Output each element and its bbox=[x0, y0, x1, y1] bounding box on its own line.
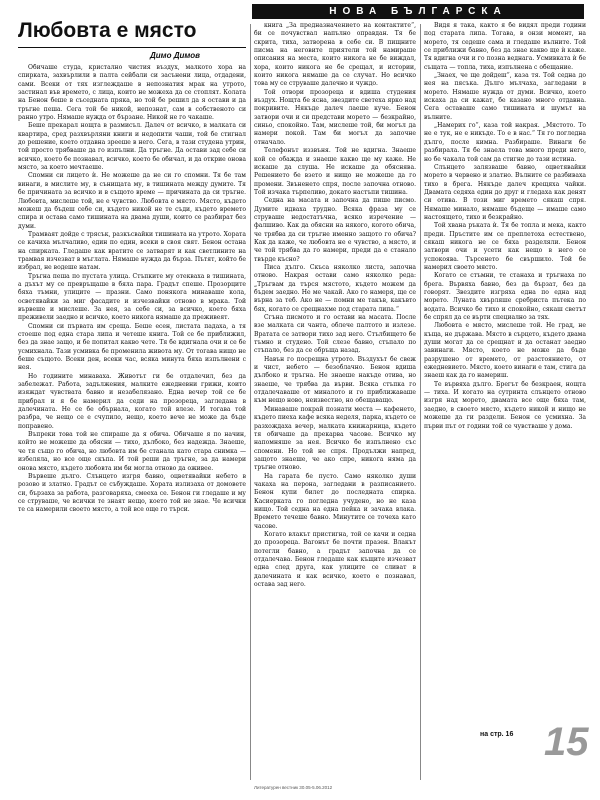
column-divider bbox=[250, 24, 251, 780]
footer-imprint: Литературен вестник 30.05-5.06.2012 bbox=[254, 785, 333, 790]
paragraph: Спомни си лицето ѝ. Не можеше да не си го спомни. Тя бе там винаги, в мислите му, в сънищата му, в тишината между думите. Тя бе причината за всичко и в същото време — причината да си тръгне. Любовта, мислеше той, не е чувство. Любовта е място. Място, където можеш да бъдеш себе си, където никой не те съди, където времето спира и остава само тишината на двама души, които се разбират без думи. bbox=[18, 172, 246, 230]
title-rule bbox=[18, 47, 246, 48]
article-title: Любовта е място bbox=[18, 19, 197, 42]
paragraph: Той отвори прозореца и вдиша студения въздух. Нощта бе ясна, звездите светеха ярко над покривите. Някъде далеч лаеше куче. Бенон затвори очи и си представи морето — безкрайно, синьо, спокойно. Там, мислеше той, би могъл да намери покой. Там би могъл да започне отначало. bbox=[254, 88, 416, 146]
article-column-1 bbox=[18, 64, 246, 776]
paragraph: Въпреки това той не спираше да я обича. Обичаше я по начин, който не можеше да обясни — тихо, дълбоко, без надежда. Знаеше, че тя също го обича, но любовта им бе станала като стара снимка — избеляла, но все още скъпа. И той реши да тръгне, за да намери онова място, където любовта им би могла отново да оживее. bbox=[18, 431, 246, 472]
paragraph: Видя я така, както я бе видял преди години под старата липа. Тогава, в онзи момент, на морето, тя седеше сама и гледаше вълните. Той се приближи бавно, без да знае какво ще ѝ каже. Тя вдигна очи и го позна веднага. Усмивката ѝ бе същата — топла, тиха, изпълнена с обещание. bbox=[424, 22, 586, 71]
paragraph: Сгъна писмото и го остави на масата. После взе малката си чанта, облече палтото и излезе. Вратата се затвори тихо зад него. Стълбището бе тъмно и студено. Той слезе бавно, стъпало по стъпало, без да се обръща назад. bbox=[254, 314, 416, 355]
paragraph: Вървеше дълго. Слънцето изгря бавно, оцветявайки небето в розово и златно. Градът се събуждаше. Хората излизаха от домовете си, бързаха за работа, разговаряха, смееха се. Бенон ги гледаше и му се струваше, че всички те знаят нещо, което той не знае. Че всички те са намерили своето място, а той все още го търси. bbox=[18, 472, 246, 514]
paragraph: Любовта е място, мислеше той. Не град, не къща, не държава. Място в сърцето, където двама души могат да се срещнат и да останат заедно завинаги. Място, което не може да бъде разрушено от времето, от разстоянието, от ежедневието. Място, което винаги е там, стига да знаеш как да го намериш. bbox=[424, 322, 586, 380]
paragraph: Тръгна пеша по пустата улица. Стъпките му отекваха в тишината, а дъхът му се превръщаше в бяла пара. Градът спеше. Прозорците бяха тъмни, улиците — празни. Само понякога минаваше кола, осветявайки за миг фасадите и изчезвайки отново в мрака. Той вървеше и мислеше. За нея, за себе си, за всичко, което бяха преживели заедно и всичко, което никога нямаше да преживеят. bbox=[18, 272, 246, 322]
continued-on-page: на стр. 16 bbox=[480, 731, 514, 738]
article-column-2 bbox=[254, 22, 416, 780]
paragraph: На гарата бе пусто. Само няколко души чакаха на перона, загледани в разписанието. Бенон купи билет до последната спирка. Касиерката го погледна учудено, но не каза нищо. Той седна на една пейка и зачака влака. Времето течеше бавно. Минутите се точеха като часове. bbox=[254, 472, 416, 530]
section-header: НОВА БЪЛГАРСКА bbox=[252, 4, 584, 19]
paragraph: Обичаше студа, кристално чистия въздух, малкото хора на спирката, захвърлили в палта сейбали си засънени лица, отдадени, сами. Всеки от тях изглеждаше в непознатия мрак на утрото, застинал във времето, с лица, които не можеха да се стоплят. Колата на Бенон беше в съседната пряка, но той бе решил да я остави и да тръгне пеша. Сега той бе никой, непознат, сам в собственото си ранно утро. Нямаше нужда от бързане. Никой не го чакаше. bbox=[18, 64, 246, 122]
column-divider bbox=[420, 24, 421, 780]
paragraph: Телефонът иззвъня. Той не вдигна. Знаеше кой се обажда и знаеше какво ще му каже. Не искаше да слуша. Не искаше да обяснява. Решението бе взето и нищо не можеше да го промени. Звъненето спря, после започна отново. Той изчака търпеливо, докато настъпи тишина. bbox=[254, 147, 416, 196]
paragraph: Той хвана ръката ѝ. Тя бе топла и мека, както преди. Пръстите им се преплетоха естествено, сякаш никога не се бяха разделяли. Бенон затвори очи и усети как нещо в него се успокоява. Търсенето бе свършило. Той бе намерил своето място. bbox=[424, 222, 586, 271]
paragraph: Навън го посрещна утрото. Въздухът бе свеж и чист, небето — безоблачно. Бенон вдиша дълбоко и тръгна. Не знаеше накъде отива, но знаеше, че трябва да върви. Всяка стъпка го отдалечаваше от миналото и го приближаваше към нещо ново, неизвестно, но обещаващо. bbox=[254, 355, 416, 405]
paragraph: книга „За предназначението на контактите“, би се почувствал напълно оправдан. Тя бе скрита, тиха, затворена в себе си. В пищните писма на неговите приятели той намираше описания на места, които никога не бе виждал, хора, които никога не бе срещал, и истории, които никога нямаше да се случат. Но всичко това му се струваше далечно и чуждо. bbox=[254, 22, 416, 88]
paragraph: Минаваше покрай познати места — кафенето, където пиеха кафе всяка неделя, парка, където се разхождаха вечер, малката книжарница, където тя обичаше да прекарва часове. Всичко му напомняше за нея. Всичко бе изпълнено със спомени. Но той не спря. Продължи напред, защото знаеше, че ако спре, никога няма да тръгне отново. bbox=[254, 405, 416, 472]
article-column-3 bbox=[424, 22, 586, 728]
paragraph: Когато влакът пристигна, той се качи и седна до прозореца. Вагонът бе почти празен. Влакът потегли бавно, а градът започна да се отдалечава. Бенон гледаше как къщите изчезват една след друга, как улиците се сливат в далечината и как всичко, което е познавал, остава зад него. bbox=[254, 530, 416, 589]
page-number: 15 bbox=[544, 720, 589, 764]
paragraph: Те вървяха дълго. Брегът бе безкраен, нощта — тиха. И когато на сутринта слънцето отново изгря над морето, двамата все още бяха там, заедно, в своето място, където никой и нищо не можеше да ги раздели. Бенон се усмихна. За първи път от години той се чувстваше у дома. bbox=[424, 380, 586, 430]
paragraph: Писа дълго. Скъса няколко листа, започна отново. Накрая остави само няколко реда: „Тръгвам да търся мястото, където можем да бъдем заедно. Не ме чакай. Ако го намеря, ще се върна за теб. Ако не — помни ме такъв, какъвто бях, когато се срещнахме под старата липа.“ bbox=[254, 263, 416, 313]
paragraph: Спомни си първата им среща. Беше есен, листата падаха, а тя стоеше под една стара липа и четеше книга. Той се бе приближил, без да знае защо, и бе попитал какво чете. Тя бе вдигнала очи и се бе усмихнала. Тази усмивка бе променила живота му. От тогава нищо не беше същото. Всеки ден, всеки час, всяка минута бяха изпълнени с нея. bbox=[18, 322, 246, 372]
paragraph: „Знаех, че ще дойдеш“, каза тя. Той седна до нея на пясъка. Дълго мълчаха, загледани в морето. Нямаше нужда от думи. Всичко, което искаха да си кажат, бе казано много отдавна. Сега оставаше само тишината и шумът на вълните. bbox=[424, 72, 586, 121]
paragraph: Беше прекарал нощта в размисъл. Далеч от всичко, в малката си квартира, сред разхвърляни книги и недопити чаши, той бе стигнал до решение, което отдавна зрееше в него. Сега, в тази студена утрин, той просто трябваше да го изпълни. Да тръгне. Да остави зад себе си всичко, което бе познавал, всичко, което бе обичал, и да открие онова място, за което мечтаеше. bbox=[18, 122, 246, 172]
paragraph: Седна на масата и започна да пише писмо. Думите идваха трудно. Всяка фраза му се струваше недостатъчна, всяко изречение — фалшиво. Как да обясни на някого, когото обича, че трябва да си тръгне именно защото го обича? Как да каже, че любовта не е чувство, а място, и че той трябва да го намери, преди да е станало твърде късно? bbox=[254, 197, 416, 263]
paragraph: Трамваят дойде с трясък, разкъсвайки тишината на утрото. Хората се качиха мълчаливо, един по един, всеки в своя свят. Бенон остана на спирката. Гледаше как вратите се затварят и как светлините на трамвая изчезват в мъглата. Нямаше нужда да бърза. Пътят, който бе избрал, не водеше натам. bbox=[18, 230, 246, 272]
paragraph: Когато се стъмни, те станаха и тръгнаха по брега. Вървяха бавно, без да бързат, без да говорят. Звездите изгряха една по една над морето. Луната хвърляше сребриста пътека по водата. Всичко бе тихо и спокойно, сякаш светът бе спрял да се върти специално за тях. bbox=[424, 272, 586, 322]
paragraph: Но годините минаваха. Животът ги бе отдалечил, без да забележат. Работа, задължения, малките ежедневни грижи, които изяждат чувствата бавно и незабелязано. Една вечер той се бе прибрал и я бе намерил да седи на прозореца, загледана в далечината. Не се бе обърнала, когато той влезе. И тогава той разбра, че нещо се е счупило, нещо, което вече не може да бъде поправено. bbox=[18, 372, 246, 430]
paragraph: Слънцето залязваше бавно, оцветявайки морето в червено и златно. Вълните се разбиваха тихо в брега. Някъде далеч крещяха чайки. Двамата седяха един до друг и гледаха как денят си отива. В този миг времето сякаш спря. Нямаше минало, нямаше бъдеще — имаше само настоящето, тихо и безкрайно. bbox=[424, 163, 586, 221]
paragraph: „Намерих го“, каза той накрая. „Мястото. То не е тук, не е никъде. То е в нас.“ Тя го погледна дълго, после кимна. Разбираше. Винаги бе разбирала. Тя бе знаела това много преди него, но бе чакала той сам да стигне до тази истина. bbox=[424, 122, 586, 163]
article-author: Димо Димов bbox=[150, 51, 200, 60]
